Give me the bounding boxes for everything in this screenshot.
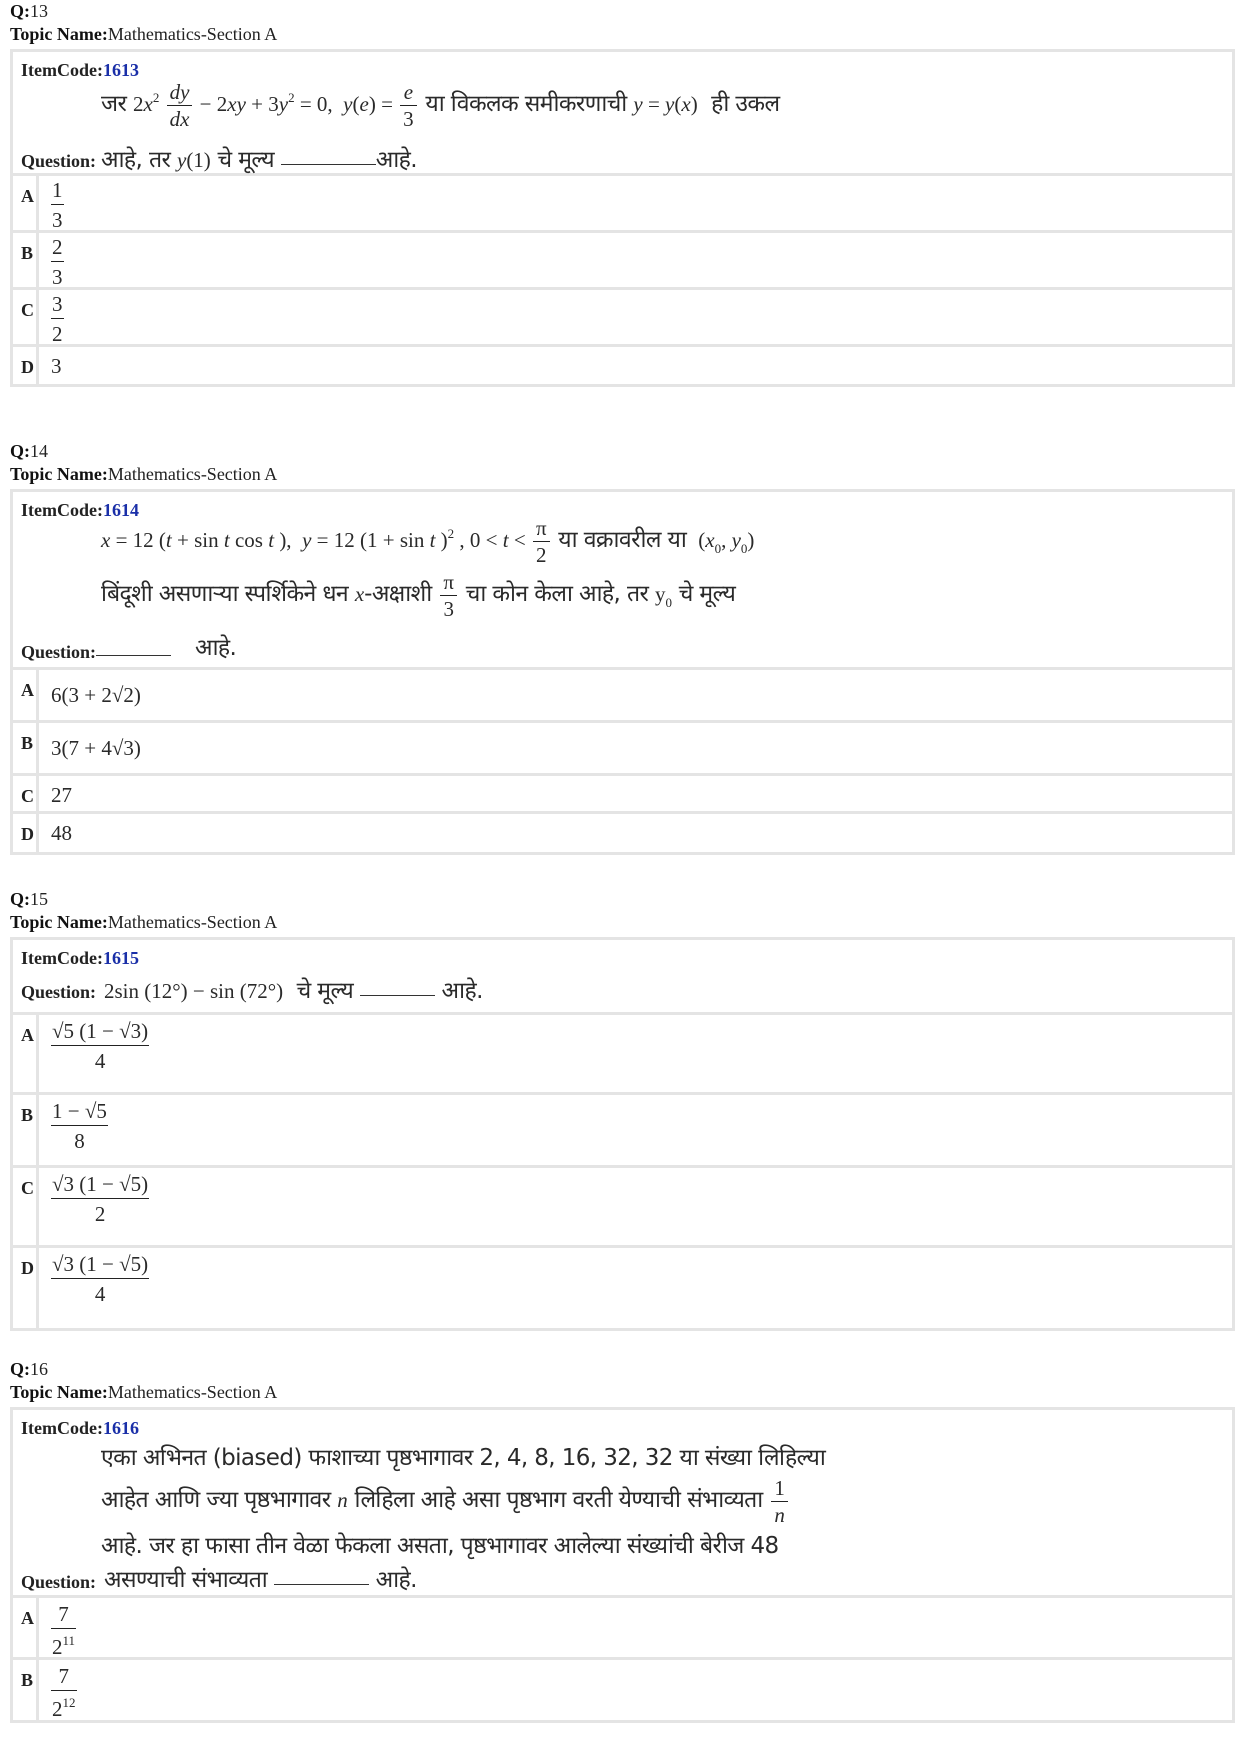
option-value: $\frac{3}{2}$ bbox=[52, 292, 63, 346]
option-value: 3 bbox=[51, 354, 62, 378]
item-code: ItemCode:1614 bbox=[21, 500, 139, 520]
question-card bbox=[10, 937, 1235, 1331]
question-label: Question: bbox=[21, 151, 97, 171]
option-b[interactable] bbox=[13, 233, 1232, 290]
option-letter: C bbox=[13, 776, 39, 811]
question-label: Question: bbox=[21, 642, 171, 663]
option-b[interactable] bbox=[13, 1660, 1232, 1720]
question-text-line: x = 12 (t + sin t cos t ), y = 12 (1 + sin t )$^2$ , 0 < t < $\frac{\pi}{2}$ या वक्रावरील या ($x_0$, $y_0$) bbox=[101, 516, 755, 567]
item-code: ItemCode:1616 bbox=[21, 1418, 139, 1438]
option-c[interactable] bbox=[13, 1168, 1232, 1248]
option-value: $\frac{1}{3}$ bbox=[52, 178, 63, 232]
option-value: $\frac{√3 (1 - √5)}{4}$ bbox=[52, 1252, 149, 1306]
option-c[interactable] bbox=[13, 290, 1232, 347]
question-14 bbox=[10, 440, 1235, 855]
question-card bbox=[10, 489, 1235, 855]
question-text-line: आहे. bbox=[195, 635, 237, 661]
question-text-line: एका अभिनत (biased) फाशाच्या पृष्ठभागावर 2, 4, 8, 16, 32, 32 या संख्या लिहिल्या bbox=[101, 1445, 826, 1471]
question-box bbox=[13, 52, 1232, 176]
option-d[interactable] bbox=[13, 347, 1232, 384]
question-text-line: आहे. जर हा फासा तीन वेळा फेकला असता, पृष्ठभागावर आलेल्या संख्यांची बेरीज 48 bbox=[101, 1533, 779, 1559]
option-letter: A bbox=[13, 1015, 39, 1092]
question-text-line: आहे, तर y(1) चे मूल्य आहे. bbox=[101, 147, 418, 173]
option-a[interactable] bbox=[13, 1015, 1232, 1095]
question-label: Question: bbox=[21, 1572, 97, 1592]
option-a[interactable] bbox=[13, 176, 1232, 233]
option-letter: A bbox=[13, 176, 39, 230]
question-text-line: असण्याची संभाव्यता आहे. bbox=[104, 1567, 417, 1593]
question-box bbox=[13, 1410, 1232, 1598]
question-text-line: जर $2x^2$ $\frac{dy}{dx}$ − $2xy + 3y^2 = 0$, y(e) = $\frac{e}{3}$ या विकलक समीकरणाची y = y(x) ही उकल bbox=[101, 80, 780, 131]
option-letter: D bbox=[13, 1248, 39, 1328]
option-value: 48 bbox=[51, 821, 72, 845]
option-letter: B bbox=[13, 233, 39, 287]
topic-name: Topic Name:Mathematics-Section A bbox=[10, 24, 278, 44]
option-letter: A bbox=[13, 670, 39, 720]
question-number: Q:13 bbox=[10, 1, 48, 21]
question-box bbox=[13, 940, 1232, 1015]
topic-name: Topic Name:Mathematics-Section A bbox=[10, 912, 278, 932]
option-letter: A bbox=[13, 1598, 39, 1657]
option-letter: B bbox=[13, 723, 39, 773]
option-value: $\frac{√5 (1 - √3)}{4}$ bbox=[52, 1019, 149, 1073]
option-letter: C bbox=[13, 1168, 39, 1245]
question-number: Q:14 bbox=[10, 441, 48, 461]
option-b[interactable] bbox=[13, 723, 1232, 776]
option-letter: D bbox=[13, 814, 39, 852]
option-a[interactable] bbox=[13, 1598, 1232, 1660]
option-value: 3(7 + 4√3) bbox=[51, 736, 141, 760]
option-value: $\frac{7}{2^{12}}$ bbox=[52, 1664, 76, 1721]
question-text-line: 2sin (12°) − sin (72°) चे मूल्य आहे. bbox=[104, 978, 483, 1004]
option-value: 6(3 + 2√2) bbox=[51, 683, 141, 707]
question-box bbox=[13, 492, 1232, 670]
option-value: $\frac{7}{2^{11}}$ bbox=[52, 1602, 76, 1659]
option-a[interactable] bbox=[13, 670, 1232, 723]
option-value: $\frac{2}{3}$ bbox=[52, 235, 63, 289]
option-d[interactable] bbox=[13, 814, 1232, 852]
option-value: 27 bbox=[51, 783, 72, 807]
option-value: $\frac{√3 (1 - √5)}{2}$ bbox=[52, 1172, 149, 1226]
question-card bbox=[10, 49, 1235, 387]
option-b[interactable] bbox=[13, 1095, 1232, 1168]
question-16 bbox=[10, 1358, 1235, 1723]
question-label: Question: bbox=[21, 982, 97, 1002]
option-value: $\frac{1 - √5}{8}$ bbox=[52, 1099, 107, 1153]
question-text-line: आहेत आणि ज्या पृष्ठभागावर n लिहिला आहे असा पृष्ठभाग वरती येण्याची संभाव्यता $\frac{1}{n}$ bbox=[101, 1478, 790, 1526]
item-code: ItemCode:1615 bbox=[21, 948, 139, 968]
topic-name: Topic Name:Mathematics-Section A bbox=[10, 1382, 278, 1402]
option-letter: B bbox=[13, 1660, 39, 1720]
item-code: ItemCode:1613 bbox=[21, 60, 139, 80]
option-letter: C bbox=[13, 290, 39, 344]
question-13 bbox=[10, 0, 1235, 387]
question-number: Q:16 bbox=[10, 1359, 48, 1379]
option-d[interactable] bbox=[13, 1248, 1232, 1328]
option-letter: B bbox=[13, 1095, 39, 1165]
question-15 bbox=[10, 888, 1235, 1331]
question-card bbox=[10, 1407, 1235, 1723]
question-text-line: बिंदूशी असणाऱ्या स्पर्शिकेने धन x-अक्षाशी $\frac{\pi}{3}$ चा कोन केला आहे, तर $y_0$ चे मूल्य bbox=[101, 570, 736, 621]
topic-name: Topic Name:Mathematics-Section A bbox=[10, 464, 278, 484]
question-number: Q:15 bbox=[10, 889, 48, 909]
option-c[interactable] bbox=[13, 776, 1232, 814]
option-letter: D bbox=[13, 347, 39, 384]
